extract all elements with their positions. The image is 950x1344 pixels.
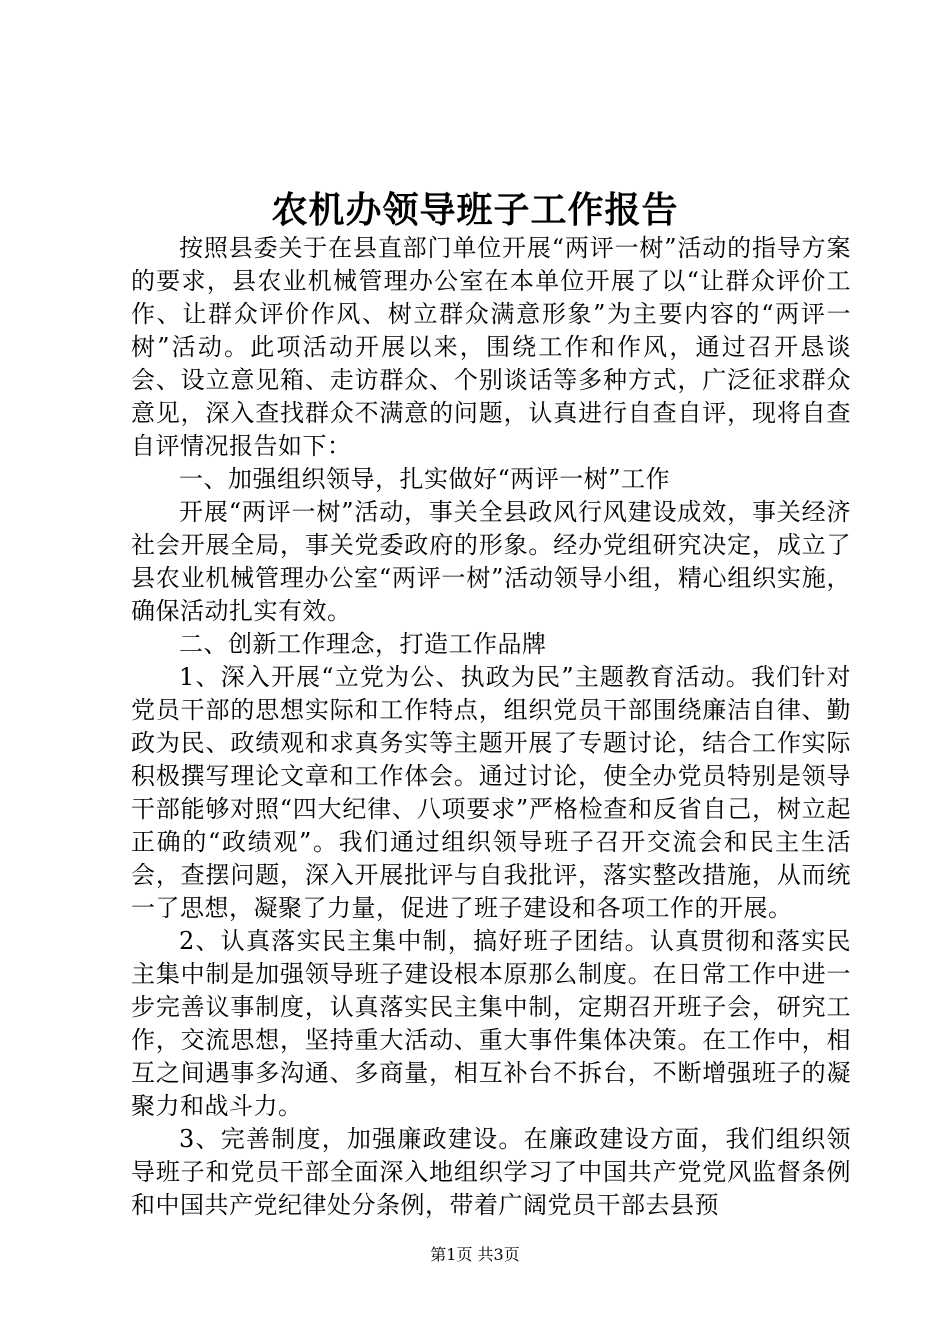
paragraph-item-1: 1、深入开展“立党为公、执政为民”主题教育活动。我们针对党员干部的思想实际和工作特点，组织党员干部围绕廉洁自律、勤政为民、政绩观和求真务实等主题开展了专题讨论，结合工作实际积极撰写理论文章和工作体会。通过讨论，使全办党员特别是领导干部能够对照“四大纪律、八项要求”严格检查和反省自己，树立起正确的“政绩观”。我们通过组织领导班子召开交流会和民主生活会，查摆问题，深入开展批评与自我批评，落实整改措施，从而统一了思想，凝聚了力量，促进了班子建设和各项工作的开展。 — [131, 663, 851, 922]
paragraph-section-1: 开展“两评一树”活动，事关全县政风行风建设成效，事关经济社会开展全局，事关党委政府的形象。经办党组研究决定，成立了县农业机械管理办公室“两评一树”活动领导小组，精心组织实施，确保活动扎实有效。 — [131, 498, 851, 625]
section-heading-2: 二、创新工作理念，打造工作品牌 — [179, 630, 547, 658]
section-heading-1: 一、加强组织领导，扎实做好“两评一树”工作 — [179, 465, 671, 493]
paragraph-item-2: 2、认真落实民主集中制，搞好班子团结。认真贯彻和落实民主集中制是加强领导班子建设根本原那么制度。在日常工作中进一步完善议事制度，认真落实民主集中制，定期召开班子会，研究工作，交流思想，坚持重大活动、重大事件集体决策。在工作中，相互之间遇事多沟通、多商量，相互补台不拆台，不断增强班子的凝聚力和战斗力。 — [131, 927, 851, 1120]
page-number-footer: 第1页 共3页 — [430, 1245, 520, 1264]
paragraph-intro: 按照县委关于在县直部门单位开展“两评一树”活动的指导方案的要求，县农业机械管理办公室在本单位开展了以“让群众评价工作、让群众评价作风、树立群众满意形象”为主要内容的“两评一树”活动。此项活动开展以来，围绕工作和作风，通过召开恳谈会、设立意见箱、走访群众、个别谈话等多种方式，广泛征求群众意见，深入查找群众不满意的问题，认真进行自查自评，现将自查自评情况报告如下： — [131, 234, 851, 460]
document-body — [131, 232, 851, 1222]
paragraph-item-3: 3、完善制度，加强廉政建设。在廉政建设方面，我们组织领导班子和党员干部全面深入地组织学习了中国共产党党风监督条例和中国共产党纪律处分条例，带着广阔党员干部去县预 — [131, 1125, 851, 1219]
document-title: 农机办领导班子工作报告 — [271, 189, 679, 231]
